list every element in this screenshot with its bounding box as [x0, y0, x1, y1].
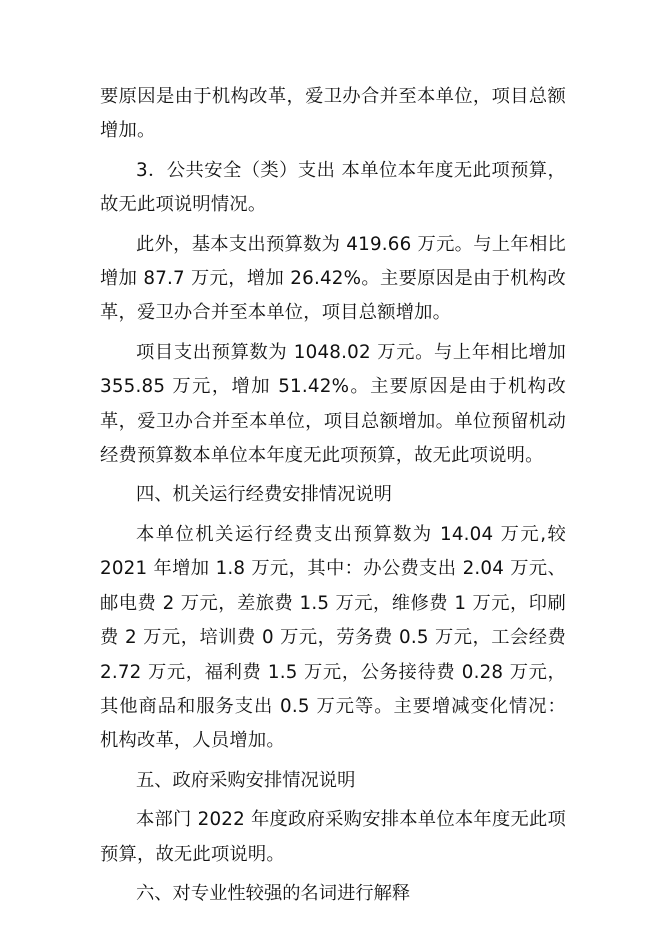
document-page [100, 80, 566, 916]
section-heading-terminology: 六、对专业性较强的名词进行解释 [136, 882, 411, 904]
section-heading-procurement: 五、政府采购安排情况说明 [136, 769, 356, 791]
paragraph-public-safety-expenditure: 3．公共安全（类）支出 本单位本年度无此项预算，故无此项说明情况。 [100, 159, 566, 216]
paragraph-continued-reason: 要原因是由于机构改革，爱卫办合并至本单位，项目总额增加。 [100, 86, 566, 142]
paragraph-procurement: 本部门 2022 年度政府采购安排本单位本年度无此项预算，故无此项说明。 [100, 809, 566, 865]
section-heading-operating-expenses: 四、机关运行经费安排情况说明 [136, 484, 392, 506]
paragraph-project-expenditure: 项目支出预算数为 1048.02 万元。与上年相比增加 355.85 万元，增加 51.42%。主要原因是由于机构改革，爱卫办合并至本单位，项目总额增加。单位预留机动经费预算数本单位本年度无此项预算，故无此项说明。 [100, 341, 566, 467]
paragraph-operating-expenses: 本单位机关运行经费支出预算数为 14.04 万元,较 2021 年增加 1.8 万元，其中：办公费支出 2.04 万元、邮电费 2 万元，差旅费 1.5 万元，维修费 1 万元，印刷费 2 万元，培训费 0 万元，劳务费 0.5 万元，工会经费 2.72 万元，福利费 1.5 万元，公务接待费 0.28 万元，其他商品和服务支出 0.5 万元等。主要增减变化情况：机构改革，人员增加。 [100, 523, 566, 752]
paragraph-basic-expenditure: 此外，基本支出预算数为 419.66 万元。与上年相比增加 87.7 万元，增加 26.42%。主要原因是由于机构改革，爱卫办合并至本单位，项目总额增加。 [100, 233, 566, 324]
